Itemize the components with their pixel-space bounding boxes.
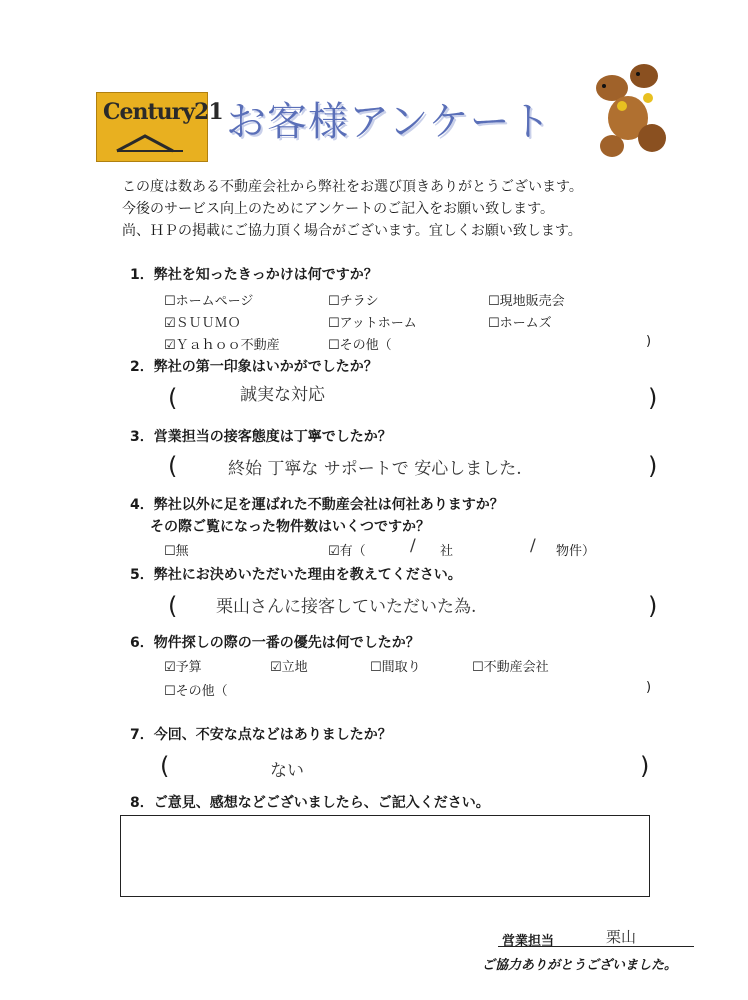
question-2: 2．弊社の第一印象はいかがでしたか？	[130, 359, 378, 375]
century21-logo	[96, 92, 223, 162]
q6-option-budget[interactable]: ☑予算	[164, 660, 202, 675]
dog-mascot-icon	[582, 58, 682, 168]
q6-option-company[interactable]: ☐不動産会社	[472, 660, 549, 675]
page-title: お客様アンケート	[226, 99, 552, 145]
q7-paren-close: )	[640, 752, 650, 780]
q7-paren-open: (	[160, 752, 170, 780]
q4-slash-properties: /	[530, 536, 536, 556]
question-7: 7．今回、不安な点などはありましたか？	[130, 727, 392, 743]
staff-label: 営業担当	[502, 934, 555, 949]
thanks-text: ご協力ありがとうございました。	[482, 958, 678, 973]
q3-paren-open: (	[168, 452, 178, 480]
q7-answer[interactable]: ない	[270, 761, 304, 781]
q4-option-yes[interactable]: ☑有（	[328, 544, 366, 559]
q6-option-location[interactable]: ☑立地	[270, 660, 308, 675]
question-3: 3．営業担当の接客態度は丁寧でしたか？	[130, 429, 392, 445]
q4-option-none[interactable]: ☐無	[164, 544, 189, 559]
question-1: 1．弊社を知ったきっかけは何ですか？	[130, 267, 378, 283]
q6-option-other[interactable]: ☐その他（	[164, 684, 228, 699]
q1-other-close: )	[646, 334, 652, 349]
q1-option-homepage[interactable]: ☐ホームページ	[164, 294, 254, 309]
q2-answer[interactable]: 誠実な対応	[240, 385, 325, 405]
q6-option-layout[interactable]: ☐間取り	[370, 660, 421, 675]
q2-paren-open: (	[168, 384, 178, 412]
comment-box[interactable]	[120, 815, 650, 897]
q1-option-open-house[interactable]: ☐現地販売会	[488, 294, 565, 309]
q1-option-other[interactable]: ☐その他（	[328, 338, 392, 353]
intro-line-2: 今後のサービス向上のためにアンケートのご記入をお願い致します。	[122, 201, 555, 217]
q1-option-homes[interactable]: ☐ホームズ	[488, 316, 552, 331]
q1-option-yahoo[interactable]: ☑Ｙａｈｏｏ不動産	[164, 338, 280, 353]
q3-paren-close: )	[648, 452, 658, 480]
house-roof-icon	[115, 133, 185, 153]
signature-line	[498, 946, 694, 947]
staff-name[interactable]: 栗山	[606, 928, 637, 946]
q2-paren-close: )	[648, 384, 658, 412]
q1-option-suumo[interactable]: ☑ＳＵＵＭＯ	[164, 316, 241, 331]
intro-line-1: この度は数ある不動産会社から弊社をお選び頂きありがとうございます。	[122, 179, 583, 195]
question-4: 4．弊社以外に足を運ばれた不動産会社は何社ありますか？	[130, 497, 504, 513]
logo-text: Century21	[103, 99, 223, 125]
intro-line-3: 尚、ＨＰの掲載にご協力頂く場合がございます。宜しくお願い致します。	[122, 223, 582, 239]
q5-paren-close: )	[648, 592, 658, 620]
q5-paren-open: (	[168, 592, 178, 620]
question-6: 6．物件探しの際の一番の優先は何でしたか？	[130, 635, 420, 651]
q5-answer[interactable]: 栗山さんに接客していただいた為.	[216, 597, 477, 617]
q4-slash-companies: /	[410, 536, 416, 556]
question-8: 8．ご意見、感想などございましたら、ご記入ください。	[130, 795, 490, 811]
q4-companies-unit: 社	[440, 544, 454, 559]
question-4-sub: その際ご覧になった物件数はいくつですか？	[150, 519, 430, 535]
question-5: 5．弊社にお決めいただいた理由を教えてください。	[130, 567, 462, 583]
q1-option-flyer[interactable]: ☐チラシ	[328, 294, 379, 309]
q6-other-close: )	[646, 680, 652, 695]
q4-properties-unit: 物件）	[556, 544, 596, 559]
q1-option-athome[interactable]: ☐アットホーム	[328, 316, 417, 331]
q3-answer[interactable]: 終始 丁寧な サポートで 安心しました.	[228, 459, 522, 479]
